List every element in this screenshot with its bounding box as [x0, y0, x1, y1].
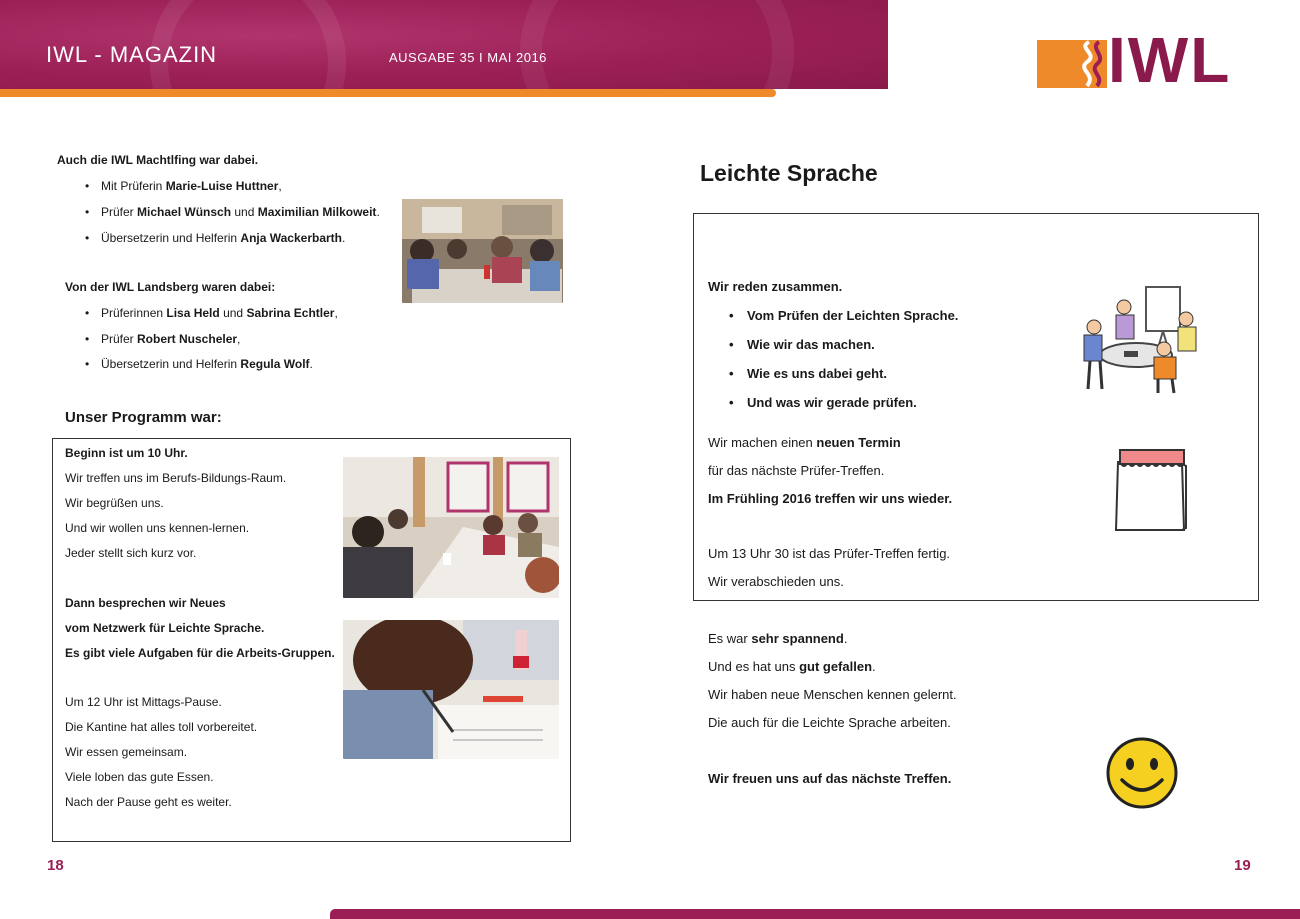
- closing-line: Es war sehr spannend.: [708, 631, 848, 646]
- program-line: vom Netzwerk für Leichte Sprache.: [65, 621, 265, 635]
- program-line: Wir begrüßen uns.: [65, 496, 164, 510]
- footer-bar: [330, 909, 1300, 919]
- list-item: • Mit Prüferin Marie-Luise Huttner,: [101, 179, 282, 193]
- talk-heading: Wir reden zusammen.: [708, 279, 843, 294]
- closing-line: Wir haben neue Menschen kennen gelernt.: [708, 687, 957, 702]
- end-line: Um 13 Uhr 30 ist das Prüfer-Treffen fertig.: [708, 546, 951, 561]
- program-line: Um 12 Uhr ist Mittags-Pause.: [65, 695, 222, 709]
- page-title: Leichte Sprache: [700, 160, 878, 186]
- program-line: Die Kantine hat alles toll vorbereitet.: [65, 720, 258, 734]
- termin-line: für das nächste Prüfer-Treffen.: [708, 463, 885, 478]
- magazine-title: IWL - MAGAZIN: [46, 42, 218, 67]
- page-number-right: 19: [1234, 857, 1251, 874]
- list-item: • Übersetzerin und Helferin Regula Wolf.: [101, 357, 313, 371]
- page-number-left: 18: [47, 857, 64, 874]
- writing-photo: [343, 620, 559, 759]
- closing-line: Wir freuen uns auf das nächste Treffen.: [708, 771, 952, 786]
- termin-line: Im Frühling 2016 treffen wir uns wieder.: [708, 491, 953, 506]
- list-item: • Wie wir das machen.: [747, 337, 875, 352]
- list-item: • Prüfer Michael Wünsch und Maximilian Milkoweit.: [101, 205, 380, 219]
- landsberg-heading: Von der IWL Landsberg waren dabei:: [65, 280, 276, 294]
- program-line: Beginn ist um 10 Uhr.: [65, 446, 188, 460]
- list-item: • Prüfer Robert Nuscheler,: [101, 332, 240, 346]
- program-line: Es gibt viele Aufgaben für die Arbeits-Gruppen.: [65, 646, 335, 660]
- issue-label: AUSGABE 35 I MAI 2016: [389, 50, 547, 65]
- header-orange-stripe: [0, 89, 776, 97]
- closing-line: Die auch für die Leichte Sprache arbeiten.: [708, 715, 951, 730]
- program-heading: Unser Programm war:: [65, 409, 222, 426]
- list-item: • Prüferinnen Lisa Held und Sabrina Echtler,: [101, 306, 338, 320]
- program-line: Jeder stellt sich kurz vor.: [65, 546, 197, 560]
- program-line: Nach der Pause geht es weiter.: [65, 795, 232, 809]
- program-line: Wir treffen uns im Berufs-Bildungs-Raum.: [65, 471, 287, 485]
- meeting-illustration-icon: [1078, 285, 1204, 395]
- header-decoration: [520, 0, 794, 174]
- logo-text: IWL: [1108, 24, 1232, 96]
- list-item: • Und was wir gerade prüfen.: [747, 395, 917, 410]
- list-item: • Wie es uns dabei geht.: [747, 366, 887, 381]
- workshop-photo: [402, 199, 563, 303]
- calendar-icon: [1112, 446, 1190, 534]
- closing-line: Und es hat uns gut gefallen.: [708, 659, 876, 674]
- program-line: Und wir wollen uns kennen-lernen.: [65, 521, 250, 535]
- list-item: • Vom Prüfen der Leichten Sprache.: [747, 308, 958, 323]
- logo-figure-icon: [1037, 40, 1107, 88]
- program-line: Viele loben das gute Essen.: [65, 770, 214, 784]
- end-line: Wir verabschieden uns.: [708, 574, 844, 589]
- program-line: Wir essen gemeinsam.: [65, 745, 188, 759]
- program-line: Dann besprechen wir Neues: [65, 596, 226, 610]
- header-decoration: [150, 0, 346, 166]
- list-item: • Übersetzerin und Helferin Anja Wackerbarth.: [101, 231, 345, 245]
- logo-mark: [1037, 40, 1107, 88]
- smiley-icon: [1105, 736, 1179, 810]
- machtlfing-heading: Auch die IWL Machtlfing war dabei.: [57, 153, 259, 167]
- meeting-table-photo: [343, 457, 559, 598]
- termin-line: Wir machen einen neuen Termin: [708, 435, 901, 450]
